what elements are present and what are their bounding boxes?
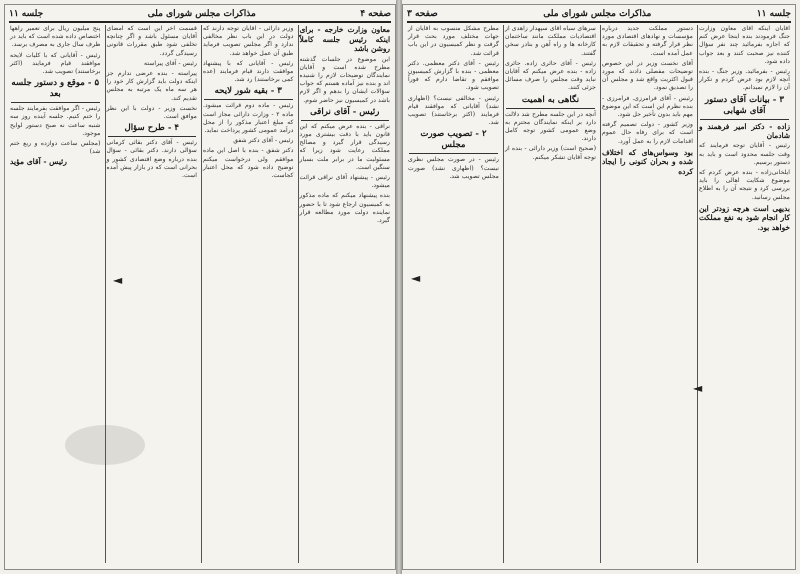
body-paragraph: قسمت آخر این است که امضای آقایان مسئول باشد و اگر چنانچه تخلفی شود طبق مقررات قانونی رسیدگی گردد. — [106, 25, 197, 57]
section-heading: ۳ - بیانات آقای دستور آقای شهابی — [705, 94, 784, 116]
body-paragraph: مطرح مشکل منسوب به آقایان از جهات مختلف مورد بحث قرار گرفت و نظر کمیسیون در این باب قرائت شد. — [408, 25, 499, 57]
right-column-4 — [407, 25, 500, 563]
body-paragraph: رئیس - آقایانی که با کلیات لایحه موافقند قیام فرمایند (اکثر برخاستند) تصویب شد. — [10, 51, 101, 76]
section-rule — [409, 153, 498, 154]
print-smudge — [65, 425, 145, 465]
left-page-title: مذاکرات مجلس شورای ملی — [147, 9, 256, 19]
body-paragraph: این موضوع در جلسات گذشته مطرح شده است و آقایان نمایندگان توضیحات لازم را شنیده اند و بنده نیز آماده هستم که جواب سؤالات ایشان را بدهم و اگر لازم باشد در کمیسیون نیز حاضر شوم. — [299, 55, 390, 104]
right-page — [402, 4, 796, 570]
body-paragraph: رئیس - آقایانی که با پیشنهاد موافقت دارند قیام فرمایند (عده کمی برخاستند) رد شد. — [203, 59, 294, 84]
body-paragraph: آنچه در این جلسه مطرح شد دلالت دارد بر اینکه نمایندگان محترم به وضع عمومی کشور توجه کامل دارند. — [505, 110, 596, 143]
bold-paragraph: بدیهی است هرچه زودتر این کار انجام شود به نفع مملکت خواهد بود. — [699, 203, 790, 232]
right-page-issue: جلسه ۱۱ — [756, 9, 791, 19]
body-paragraph: رئیس - آقای دکتر شفق — [233, 137, 294, 145]
section-rule — [506, 108, 595, 109]
body-paragraph: (مجلس ساعت دوازده و ربع ختم شد) — [10, 140, 101, 156]
body-paragraph: دکتر شفق - بنده با اصل این ماده موافقم ولی درخواست میکنم توضیح داده شود که محل اعتبار کجاست. — [203, 147, 294, 180]
left-page-number: صفحه ۴ — [360, 9, 391, 19]
body-paragraph: رئیس - اگر موافقت بفرمایند جلسه را ختم کنیم. جلسه آینده روز سه شنبه ساعت نه صبح دستور لوایح موجود. — [10, 105, 101, 137]
body-paragraph: رئیس - آقای پیراسته — [144, 59, 197, 67]
signature-line: رئیس - آقای مؤید — [10, 157, 67, 167]
arrow-marker-icon: ◄ — [411, 271, 421, 285]
right-page-title: مذاکرات مجلس شورای ملی — [543, 9, 652, 19]
bold-paragraph: معاون وزارت خارجه - برای اینکه رئیس جلسه کاملاً روشن باشد — [299, 25, 390, 53]
body-paragraph: رئیس - آقایان توجه فرمایند که وقت جلسه محدود است و باید به دستور برسیم. — [699, 142, 790, 166]
right-column-1 — [697, 25, 791, 563]
section-rule — [204, 99, 293, 100]
body-paragraph: رئیس - پیشنهاد آقای نراقی قرائت میشود. — [299, 173, 390, 190]
section-heading: ۳ - بقیه شور لایحه — [214, 86, 282, 97]
body-paragraph: وزیر دارائی - آقایان توجه دارند که دولت در این باب نظر مخالفی ندارد و اگر مجلس تصویب فرماید طبق آن عمل خواهد شد. — [203, 25, 294, 57]
left-column-1 — [298, 25, 392, 563]
left-page-columns — [9, 25, 391, 563]
body-paragraph: سرهای سیاه آقای سپهدار زاهدی از اقتصادیات مملکت مانند ساختمان کارخانه ها و راه آهن و بنادر سخن گفتند. — [505, 25, 596, 57]
body-paragraph: رئیس - بفرمائید. وزیر جنگ - بنده آنچه لازم بود عرض کردم و تکرار آن را لازم نمیدانم. — [699, 68, 790, 92]
body-paragraph: رئیس - در صورت مجلس نظری نیست؟ (اظهاری نشد) صورت مجلس تصویب شد. — [408, 156, 499, 180]
body-paragraph: رئیس - آقای فرامرزی. فرامرزی - بنده نظرم این است که این موضوع مهم باید بدون تأخیر حل شود. — [602, 94, 693, 119]
body-paragraph: رئیس - آقای دکتر معظمی. دکتر معظمی - بنده با گزارش کمیسیون موافقم و تقاضا دارم که فوراً تصویب شود. — [408, 59, 499, 92]
section-rule — [301, 120, 390, 121]
section-heading: ۲ - تصویب صورت مجلس — [420, 129, 487, 151]
section-rule — [700, 119, 789, 120]
section-subheading: زاده - دکتر امیر فرهمند و شادمان — [699, 121, 790, 141]
body-paragraph: (صحیح است) وزیر دارائی - بنده از توجه آقایان تشکر میکنم. — [505, 145, 596, 161]
body-paragraph: ایلخانی‌زاده - بنده عرض کردم که موضوع شکایت اهالی را باید بررسی کرد و نتیجه آن را به اطلاع مجلس رسانید. — [699, 169, 790, 201]
left-page — [4, 4, 396, 570]
right-page-number: صفحه ۳ — [407, 9, 438, 19]
left-page-header — [9, 7, 391, 23]
left-column-3 — [105, 25, 199, 563]
body-paragraph: رئیس - ماده دوم قرائت میشود. ماده ۲ - وزارت دارائی مجاز است که مبلغ اعتبار مذکور را از محل درآمد عمومی کشور پرداخت نماید. — [203, 102, 294, 135]
body-paragraph: آقایان اینکه آقای معاون وزارت جنگ فرمودند بنده اینجا عرض کنم که اجازه بفرمائید چند نفر سؤال کننده نیز صحبت کنند و بعد جواب داده شود. — [699, 25, 790, 65]
section-heading: ۵ - موقع و دستور جلسه بعد — [11, 78, 100, 100]
right-page-header — [407, 7, 791, 23]
arrow-marker-icon: ◄ — [693, 381, 703, 395]
body-paragraph: وزیر کشور - دولت تصمیم گرفته است که برای رفاه حال عموم اقدامات لازم را به عمل آورد. — [602, 121, 693, 145]
section-heading: رئیس - آقای نراقی — [310, 106, 380, 117]
section-rule — [108, 136, 197, 137]
body-paragraph: آقای نخست وزیر در این خصوص توضیحات مفصلی دادند که مورد قبول اکثریت واقع شد و مجلس آن را تصدیق نمود. — [602, 59, 693, 92]
left-column-4 — [9, 25, 102, 563]
body-paragraph: بنده پیشنهاد میکنم که ماده مذکور به کمیسیون ارجاع شود تا با حضور نماینده دولت مورد مطالعه قرار گیرد. — [299, 192, 390, 224]
left-page-issue: جلسه ۱۱ — [9, 9, 44, 19]
body-paragraph: رئیس - مخالفی نیست؟ (اظهاری نشد) آقایانی که موافقند قیام فرمایند (اکثر برخاستند) تصویب شد. — [408, 94, 499, 127]
body-paragraph: نراقی - بنده عرض میکنم که این قانون باید با دقت بیشتری مورد رسیدگی قرار گیرد و مصالح مملکت رعایت شود زیرا که مسئولیت ما در برابر ملت بسیار سنگین است. — [299, 122, 390, 171]
section-rule — [11, 102, 100, 103]
arrow-marker-icon: ◄ — [113, 273, 123, 287]
right-column-2 — [600, 25, 694, 563]
left-column-2 — [201, 25, 295, 563]
body-paragraph: رئیس - آقای دکتر بقائی کرمانی سؤالی دارند. دکتر بقائی - سؤال بنده درباره وضع اقتصادی کشور و بحرانی است که در بازار پیش آمده است. — [106, 139, 197, 180]
right-page-columns — [407, 25, 791, 563]
body-paragraph: پنج میلیون ریال برای تعمیر راهها اختصاص داده شده است که باید در ظرف سال جاری به مصرف برسد. — [10, 25, 101, 49]
body-paragraph: دستور مملکت جدید درباره مؤسسات و نهادهای اقتصادی مورد نظر قرار گرفته و تحقیقات لازم به عمل آمده است. — [602, 25, 693, 57]
section-heading: ۴ - طرح سؤال — [124, 123, 180, 134]
body-paragraph: پیراسته - بنده عرضی ندارم جز اینکه دولت باید گزارش کار خود را هر سه ماه یک مرتبه به مجلس تقدیم کند. — [106, 70, 197, 102]
bold-paragraph: بود وسواس‌های که اختلاف شده و بحران کنونی را ایجاد کرده — [602, 147, 693, 176]
right-column-3 — [503, 25, 597, 563]
body-paragraph: رئیس - آقای حائری زاده. حائری زاده - بنده عرض میکنم که آقایان نباید وقت مجلس را صرف مسائل جزئی کنند. — [505, 59, 596, 92]
body-paragraph: نخست وزیر - دولت با این نظر موافق است. — [106, 104, 197, 121]
section-heading: نگاهی به اهمیت — [521, 94, 580, 105]
